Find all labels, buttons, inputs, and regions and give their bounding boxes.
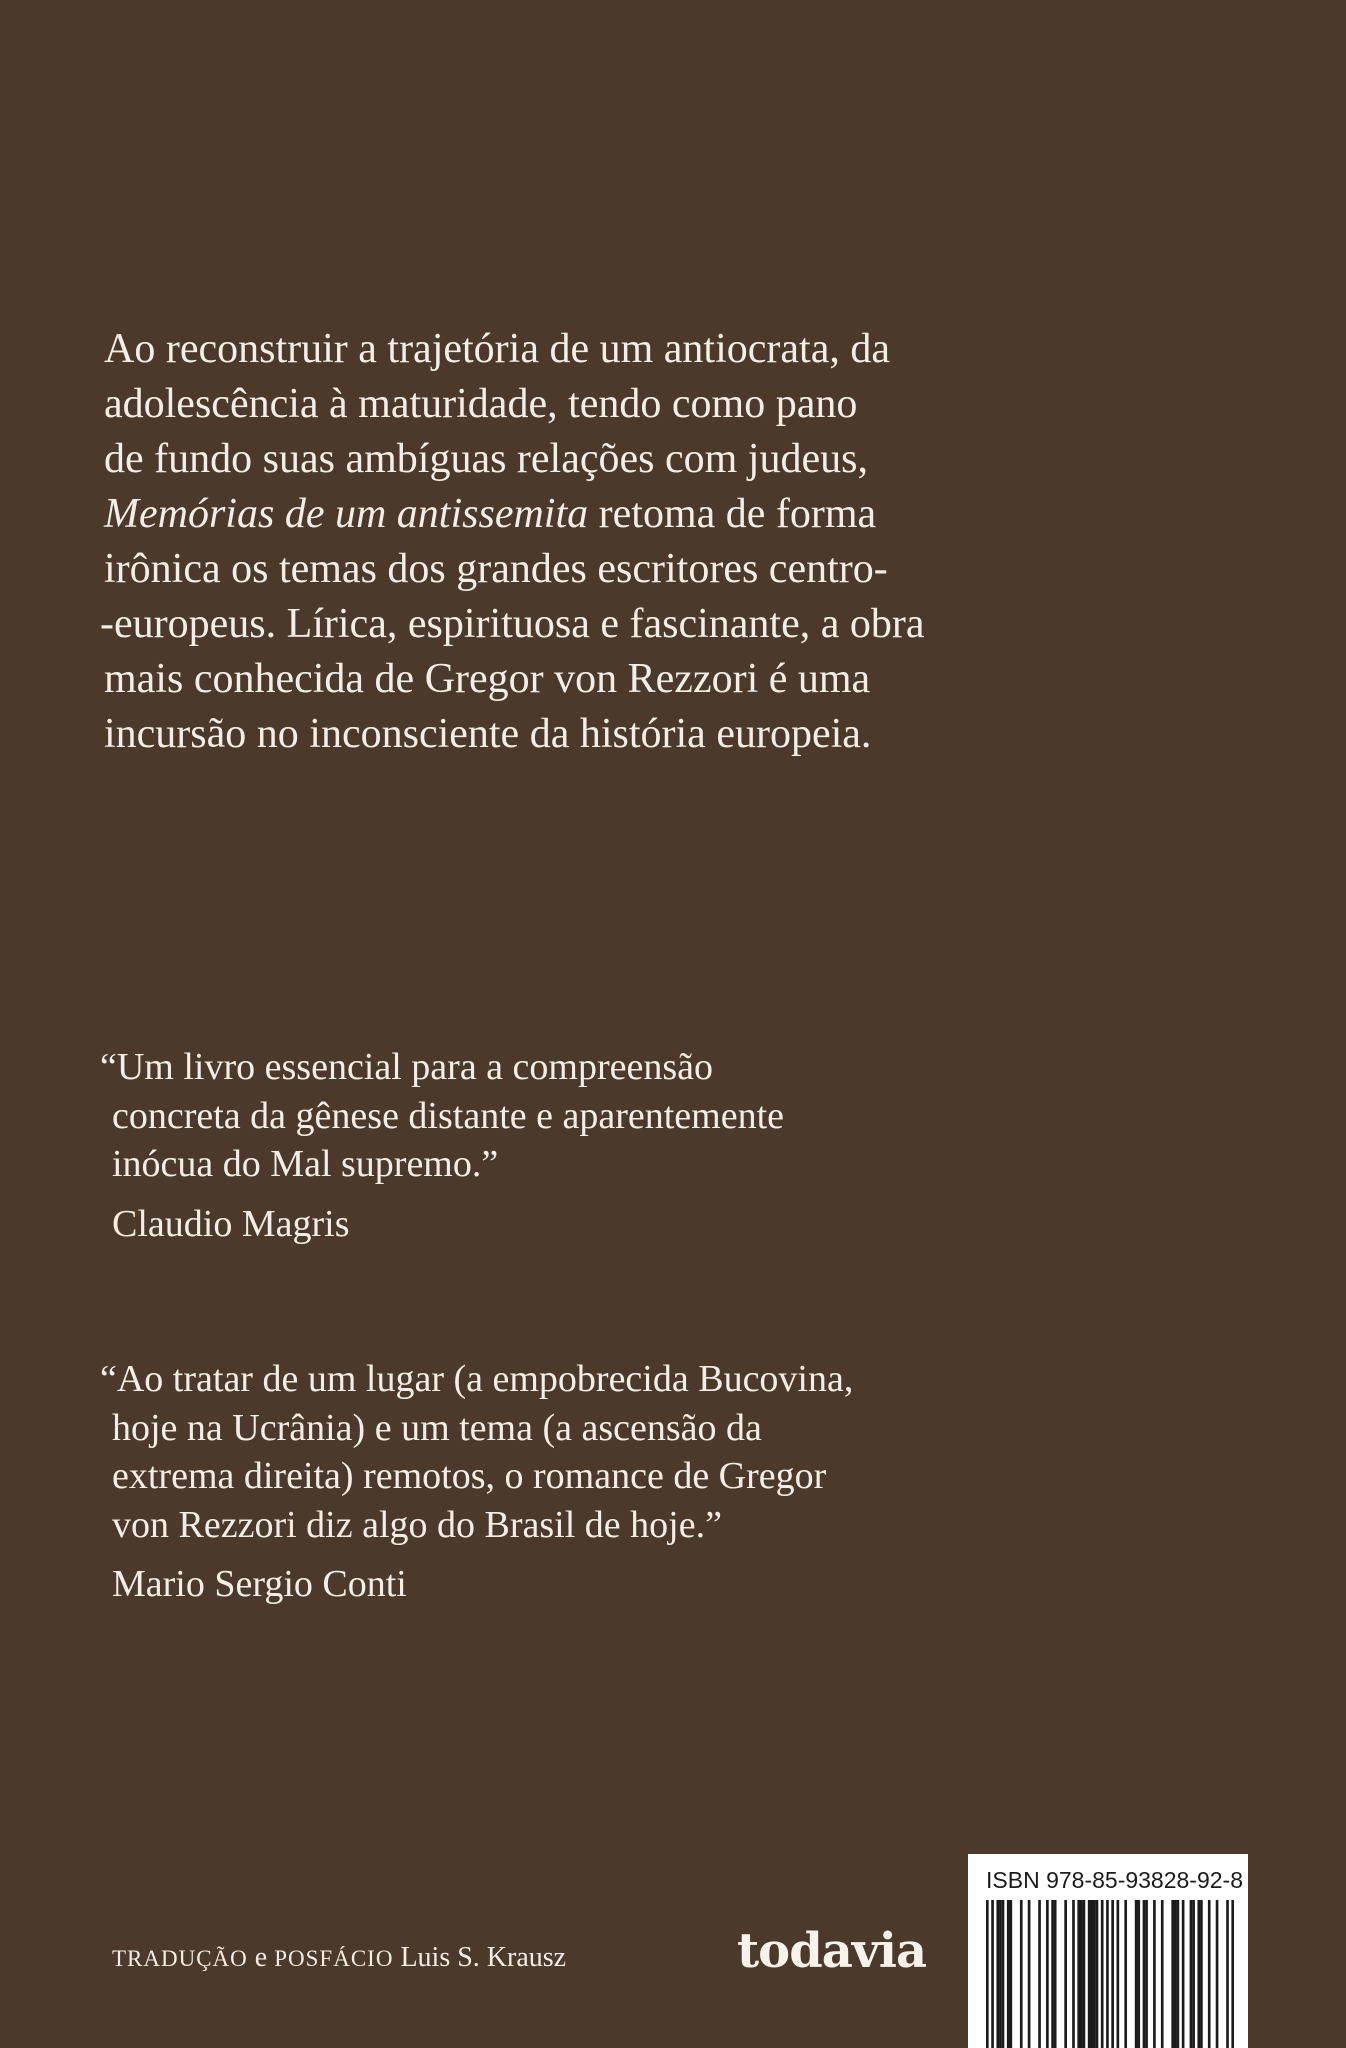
- quote-line: “Ao tratar de um lugar (a empobrecida Bucovina,: [100, 1358, 854, 1400]
- barcode-bar: [1054, 1900, 1057, 2048]
- barcode-bar: [1077, 1900, 1080, 2048]
- quote-line: concreta da gênese distante e aparentemente: [112, 1094, 785, 1137]
- blurb-quote: [100, 1355, 1000, 1609]
- barcode-bar: [1153, 1900, 1156, 2048]
- synopsis-line: [104, 487, 1044, 542]
- quote-author: Mario Sergio Conti: [112, 1563, 407, 1605]
- barcode-bar: [1009, 1900, 1012, 2048]
- barcode-bar: [1088, 1900, 1091, 2048]
- synopsis-line: -europeus. Lírica, espirituosa e fascinante, a obra: [100, 601, 925, 647]
- barcode-bar: [1038, 1900, 1041, 2048]
- credits: [112, 1941, 566, 1976]
- publisher-logo: todavia: [737, 1923, 927, 1979]
- barcode-bar: [1093, 1900, 1096, 2048]
- barcode-bar: [1216, 1900, 1219, 2048]
- credit-role-translation: TRADUÇÃO: [112, 1946, 248, 1971]
- barcode-bar: [1080, 1900, 1083, 2048]
- barcode-bar: [1135, 1900, 1138, 2048]
- barcode-bar: [1106, 1900, 1109, 2048]
- book-title: Memórias de um antissemita: [104, 491, 589, 537]
- barcode-bar: [1111, 1900, 1114, 2048]
- barcode-bar: [1028, 1900, 1031, 2048]
- synopsis: [100, 322, 1044, 762]
- synopsis-line: adolescência à maturidade, tendo como pano: [104, 381, 858, 427]
- synopsis-line-rest: retoma de forma: [588, 491, 877, 537]
- credit-name: Luis S. Krausz: [400, 1942, 567, 1973]
- isbn-barcode-box: [968, 1854, 1248, 2048]
- synopsis-line: mais conhecida de Gregor von Rezzori é uma: [104, 656, 871, 702]
- barcode-bar: [1101, 1900, 1104, 2048]
- barcode-bar: [1182, 1900, 1185, 2048]
- barcode-bar: [1197, 1900, 1200, 2048]
- barcode-bar: [1083, 1900, 1086, 2048]
- barcode-bar: [1117, 1900, 1120, 2048]
- quote-line: inócua do Mal supremo.”: [112, 1143, 499, 1185]
- barcode-bar: [996, 1900, 999, 2048]
- barcode-bar: [991, 1900, 994, 2048]
- barcode-bar: [1020, 1900, 1023, 2048]
- barcode-bar: [999, 1900, 1002, 2048]
- barcode-bar: [1161, 1900, 1164, 2048]
- credit-conjunction: e: [247, 1942, 275, 1973]
- barcode-bar: [1208, 1900, 1211, 2048]
- quote-line: “Um livro essencial para a compreensão: [100, 1046, 714, 1088]
- barcode-bar: [1072, 1900, 1075, 2048]
- barcode-bar: [1192, 1900, 1195, 2048]
- barcode-bar: [1007, 1900, 1010, 2048]
- barcode-bar: [1145, 1900, 1148, 2048]
- barcode-bar: [1226, 1900, 1229, 2048]
- barcode-bar: [1002, 1900, 1005, 2048]
- barcode-bar: [986, 1900, 989, 2048]
- barcode-bar: [1171, 1900, 1174, 2048]
- quote-line: extrema direita) remotos, o romance de Gregor: [112, 1455, 827, 1497]
- barcode-bar: [1124, 1900, 1127, 2048]
- barcode-bar: [1090, 1900, 1093, 2048]
- barcode-icon: [986, 1900, 1234, 2048]
- barcode-bar: [1051, 1900, 1054, 2048]
- synopsis-line: Ao reconstruir a trajetória de um antiocrata, da: [104, 326, 890, 372]
- barcode-bar: [1174, 1900, 1177, 2048]
- synopsis-line: de fundo suas ambíguas relações com judeus,: [104, 436, 868, 482]
- barcode-bar: [1137, 1900, 1140, 2048]
- synopsis-line: irônica os temas dos grandes escritores centro-: [104, 546, 888, 592]
- quote-author: Claudio Magris: [112, 1202, 350, 1245]
- barcode-bar: [1190, 1900, 1193, 2048]
- synopsis-line: incursão no inconsciente da história europeia.: [104, 711, 872, 757]
- barcode-bar: [1231, 1900, 1234, 2048]
- barcode-bar: [1064, 1900, 1067, 2048]
- isbn-label: ISBN 978-85-93828-92-8: [986, 1867, 1243, 1893]
- barcode-bar: [1177, 1900, 1180, 2048]
- barcode-bar: [1046, 1900, 1049, 2048]
- barcode-bar: [1200, 1900, 1203, 2048]
- barcode-bar: [1096, 1900, 1099, 2048]
- barcode-bar: [1143, 1900, 1146, 2048]
- quote-line: von Rezzori diz algo do Brasil de hoje.”: [112, 1503, 722, 1546]
- credit-role-afterword: POSFÁCIO: [274, 1946, 394, 1971]
- blurb-quote: [100, 1043, 1000, 1248]
- quote-line: hoje na Ucrânia) e um tema (a ascensão da: [112, 1406, 762, 1449]
